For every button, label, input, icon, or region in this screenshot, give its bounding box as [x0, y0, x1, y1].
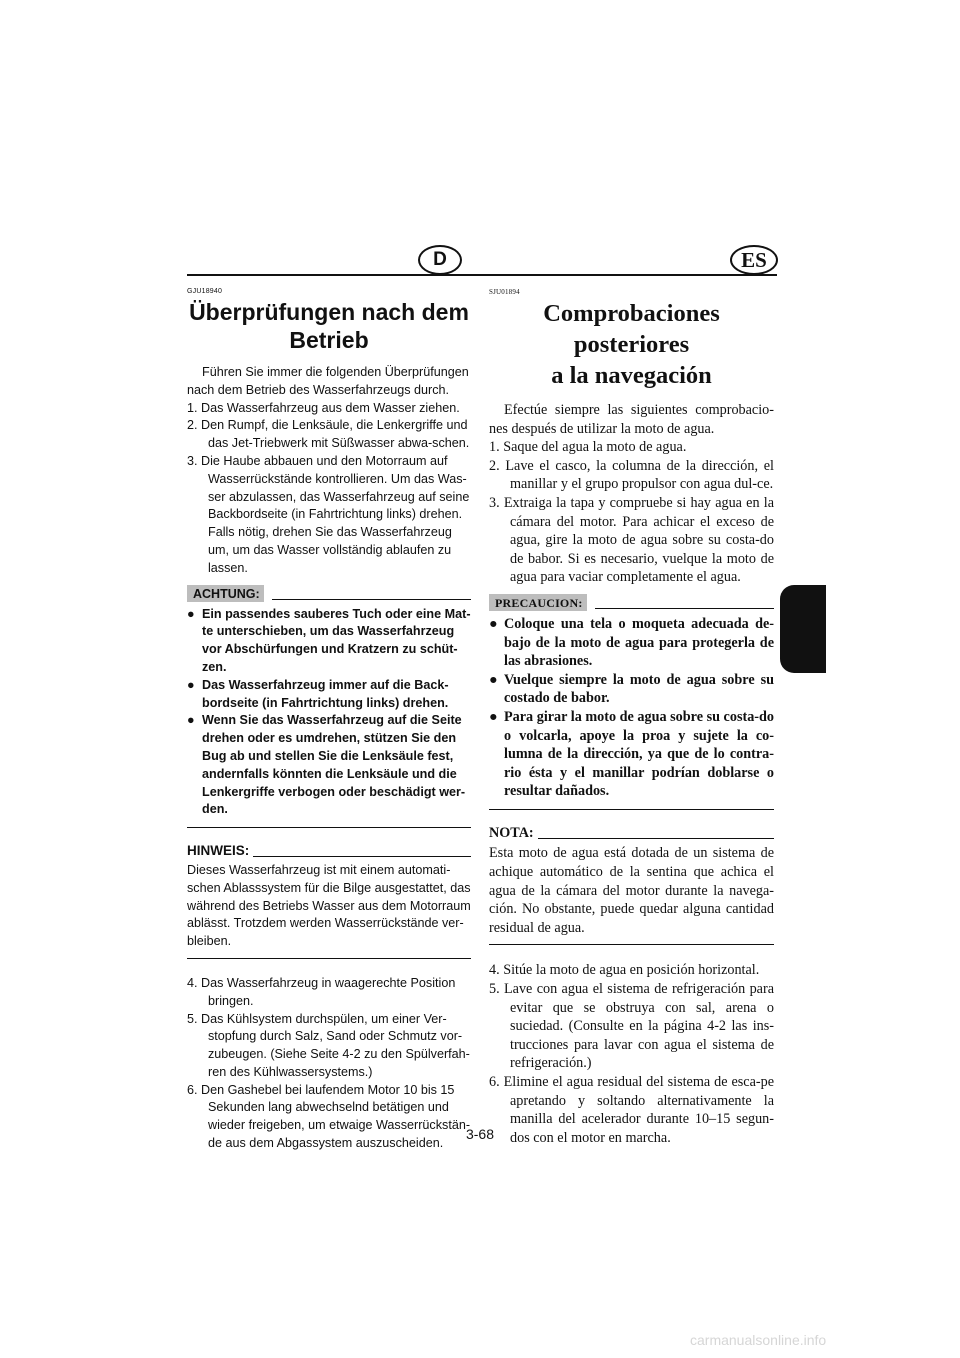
- caution-rule: [272, 599, 471, 600]
- note-rule: [253, 856, 471, 857]
- page-number: 3-68: [465, 1126, 495, 1142]
- german-column: [187, 288, 471, 1153]
- steps-list-a: [187, 400, 471, 578]
- caution-end-rule: [187, 827, 471, 828]
- note-header: [489, 824, 774, 843]
- steps-list-a: [489, 438, 774, 587]
- list-item: ● Para girar la moto de agua sobre su costa-do o volcarla, apoye la proa y sujete la co-lumna de la dirección, ya que de lo contra-rio ésta y el manillar podrían doblarse o resultar dañados.: [489, 708, 774, 800]
- list-item: ● Wenn Sie das Wasserfahrzeug auf die Seite drehen oder es umdrehen, stützen Sie den Bug ab und stellen Sie die Lenksäule fest, andernfalls könnten die Lenksäule und die Lenkergriffe verbogen oder beschädigt wer-den.: [187, 713, 466, 817]
- list-item: 1. Das Wasserfahrzeug aus dem Wasser ziehen.: [187, 400, 460, 415]
- list-item: 6. Elimine el agua residual del sistema de esca-pe apretando y soltando alternativamente la manilla del acelerador durante 10–15 segun-dos con el motor en marcha.: [489, 1074, 774, 1146]
- note-end-rule: [187, 958, 471, 959]
- bullet-icon: ●: [489, 615, 498, 632]
- list-item: ● Vuelque siempre la moto de agua sobre su costado de babor.: [489, 671, 774, 707]
- section-title: [187, 298, 471, 354]
- language-badge-spanish: ES: [730, 245, 778, 275]
- header-rule: [187, 274, 777, 276]
- bullet-icon: ●: [489, 708, 498, 725]
- caution-end-rule: [489, 809, 774, 810]
- section-code: GJU18940: [187, 288, 223, 295]
- steps-list-b: [489, 961, 774, 1147]
- watermark: carmanualsonline.info: [690, 1332, 827, 1348]
- note-end-rule: [489, 944, 774, 945]
- intro-paragraph: Efectúe siempre las siguientes comprobacio-nes después de utilizar la moto de agua.: [489, 402, 774, 437]
- caution-label: ACHTUNG:: [187, 585, 264, 602]
- list-item: 6. Den Gashebel bei laufendem Motor 10 bis 15 Sekunden lang abwechselnd betätigen und wieder freigeben, um etwaige Wasserrückstän-de aus dem Abgassystem auszuscheiden.: [187, 1082, 471, 1151]
- note-label: NOTA:: [489, 824, 534, 841]
- title-line-2: Betrieb: [289, 327, 369, 353]
- chapter-tab: [780, 585, 826, 673]
- caution-header: [187, 585, 471, 602]
- title-line-2: a la navegación: [551, 362, 712, 389]
- section-title: [489, 298, 774, 391]
- list-item: 1. Saque del agua la moto de agua.: [489, 439, 687, 456]
- note-header: [187, 842, 471, 860]
- bullet-icon: ●: [187, 677, 195, 692]
- list-item: ● Ein passendes sauberes Tuch oder eine Mat-te unterschieben, um das Wasserfahrzeug vor Abschürfungen und Kratzern zu schüt-zen.: [187, 606, 471, 674]
- section-code: SJU01894: [489, 288, 520, 296]
- bullet-icon: ●: [187, 713, 195, 728]
- caution-label: PRECAUCION:: [489, 594, 587, 611]
- intro-paragraph: Führen Sie immer die folgenden Überprüfungen nach dem Betrieb des Wasserfahrzeugs durch.: [187, 365, 469, 397]
- list-item: ● Coloque una tela o moqueta adecuada de-bajo de la moto de agua para protegerla de las abrasiones.: [489, 615, 774, 670]
- spanish-column: [489, 288, 774, 1147]
- list-item: 3. Extraiga la tapa y compruebe si hay agua en la cámara del motor. Para achicar el exceso de agua, gire la moto de agua sobre su costa-do de babor. Si es necesario, vuelque la moto de agua para vaciar completamente el agua.: [489, 494, 774, 586]
- list-item: 2. Lave el casco, la columna de la dirección, el manillar y el grupo propulsor con agua dul-ce.: [489, 457, 774, 493]
- bullet-icon: ●: [489, 671, 498, 688]
- list-item: 4. Das Wasserfahrzeug in waagerechte Position bringen.: [187, 975, 456, 1008]
- note-text: Dieses Wasserfahrzeug ist mit einem automati-schen Ablasssystem für die Bilge ausgestattet, das während des Betriebs Wasser aus dem Motorraum ablässt. Trotzdem werden Wasserrückstände ver-bleiben.: [187, 862, 471, 949]
- caution-list: [489, 615, 774, 801]
- caution-header: [489, 594, 774, 611]
- list-item: 5. Lave con agua el sistema de refrigeración para evitar que se obstruya con sal, arena o suciedad. (Consulte en la página 4-2 las ins-trucciones para lavar con agua el sistema de refrigeración.): [489, 981, 774, 1072]
- list-item: 4. Sitúe la moto de agua en posición horizontal.: [489, 962, 760, 979]
- title-line-1: Überprüfungen nach dem: [189, 299, 469, 325]
- note-label: HINWEIS:: [187, 843, 250, 859]
- bullet-icon: ●: [187, 606, 195, 621]
- caution-rule: [595, 608, 774, 609]
- language-badge-german: D: [418, 245, 462, 275]
- list-item: 5. Das Kühlsystem durchspülen, um einer Ver-stopfung durch Salz, Sand oder Schmutz vor-zubeugen. (Siehe Seite 4-2 zu den Spülverfah-ren des Kühlwassersystems.): [187, 1011, 470, 1079]
- caution-list: [187, 606, 471, 820]
- list-item: ● Das Wasserfahrzeug immer auf die Back-bordseite (in Fahrtrichtung links) drehen.: [187, 677, 449, 710]
- note-text: Esta moto de agua está dotada de un sistema de achique automático de la sentina que achica el agua de la cámara del motor durante la navega-ción. No obstante, puede quedar alguna cantidad residual de agua.: [489, 845, 774, 936]
- list-item: 2. Den Rumpf, die Lenksäule, die Lenkergriffe und das Jet-Triebwerk mit Süßwasser abwa-schen.: [187, 418, 470, 451]
- list-item: 3. Die Haube abbauen und den Motorraum auf Wasserrückstände kontrollieren. Um das Was-ser abzulassen, das Wasserfahrzeug auf seine Backbordseite (in Fahrtrichtung links) drehen. Falls nötig, drehen Sie das Wasserfahrzeug um, um das Wasser vollständig ablaufen zu lassen.: [187, 453, 470, 575]
- title-line-1: Comprobaciones posteriores: [543, 300, 720, 358]
- note-rule: [538, 838, 774, 839]
